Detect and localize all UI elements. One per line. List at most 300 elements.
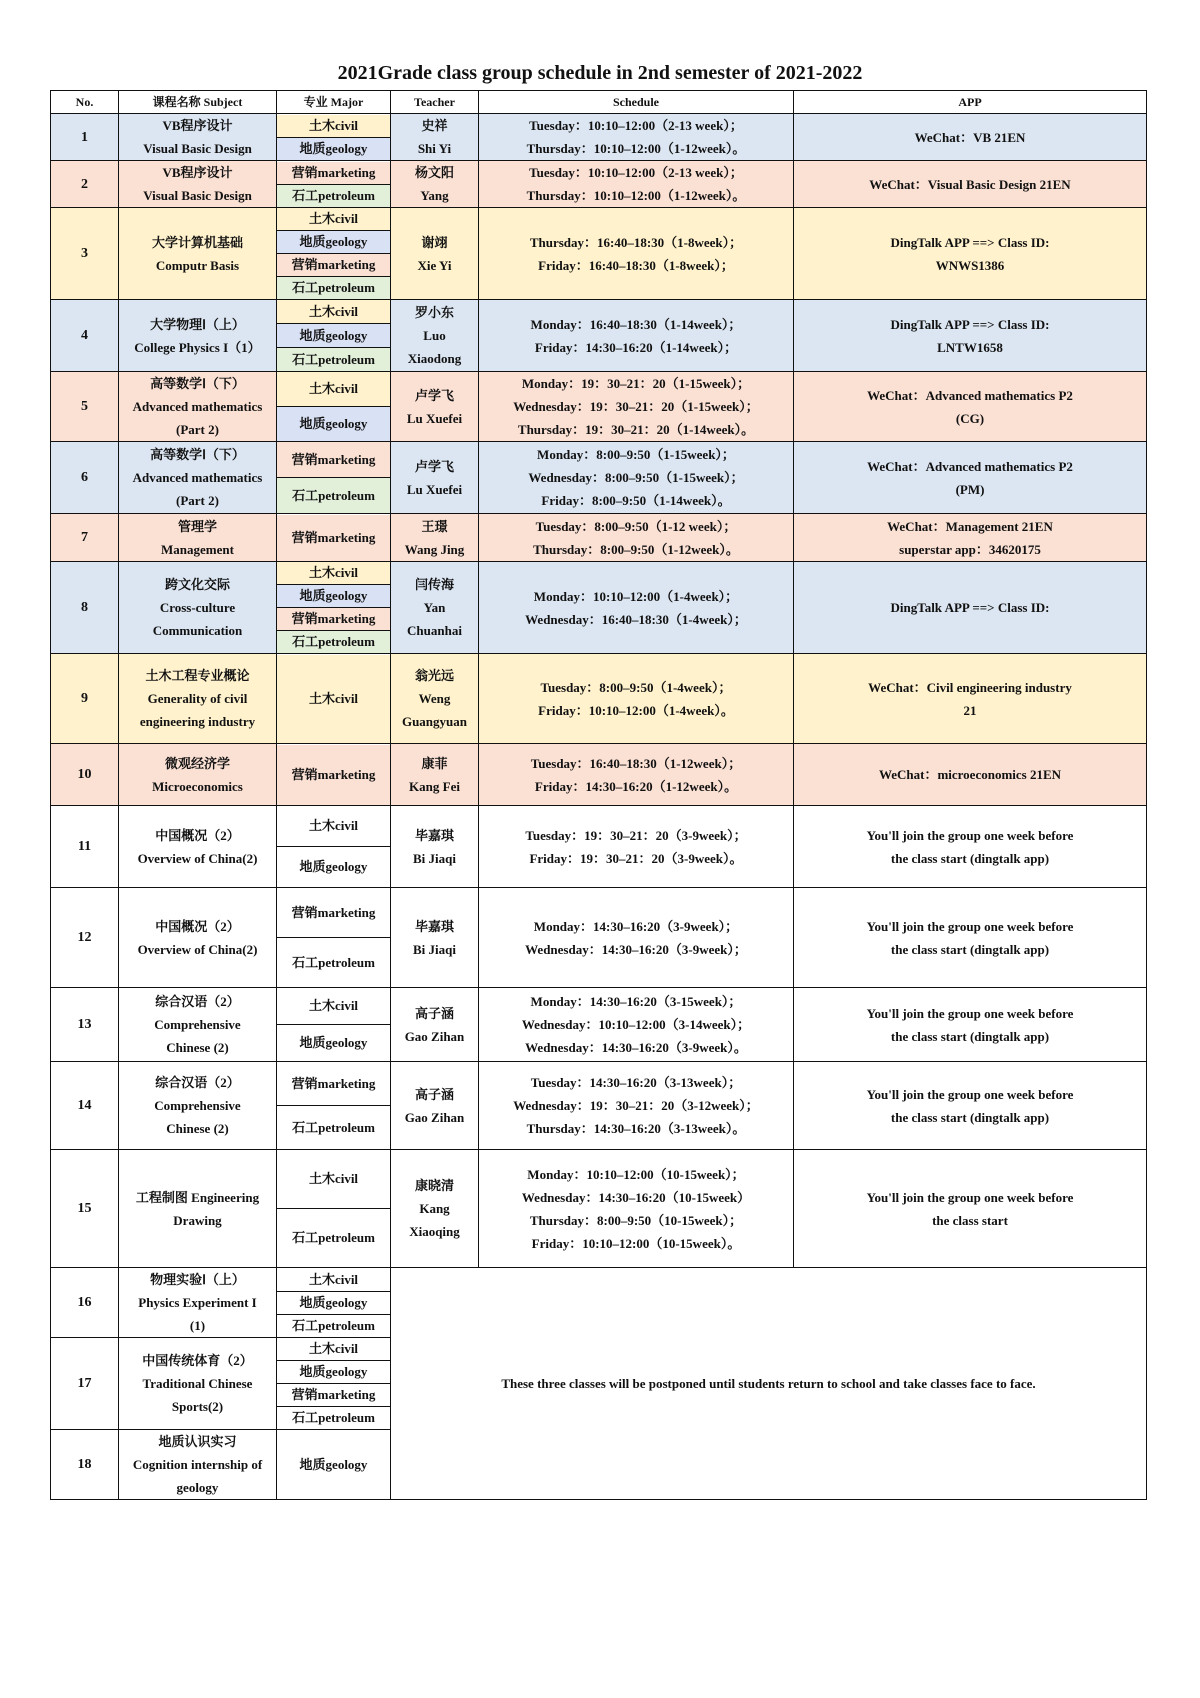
app-line: DingTalk APP ==> Class ID: [890,316,1050,332]
major-tag: 营销marketing [277,515,390,561]
teacher-cell [391,888,479,988]
header-subject: 课程名称 Subject [119,91,277,114]
teacher-cell [391,806,479,888]
app-cell [794,1150,1147,1268]
subject-line: Physics Experiment I [138,1295,257,1310]
subject-line: College Physics I（1） [134,339,261,355]
subject-line: 地质认识实习 [158,1434,237,1449]
schedule-cell [479,161,794,208]
teacher-cell [391,988,479,1062]
teacher-line: Kang Fei [409,778,460,794]
subject-line: geology [176,1480,219,1495]
teacher-line: Weng [418,691,451,706]
row-number: 16 [51,1268,119,1338]
row-number: 12 [51,888,119,988]
app-line: WeChat：Civil engineering industry [868,679,1072,695]
major-tag: 土木civil [277,115,390,138]
subject-line: Cognition internship of [132,1457,263,1472]
app-line: (CG) [955,410,985,426]
major-tag: 石工petroleum [277,1106,390,1149]
app-cell [794,208,1147,300]
app-line: WeChat：Visual Basic Design 21EN [869,176,1071,192]
row-number: 3 [51,208,119,300]
schedule-table [50,90,1147,1500]
major-cell [277,300,391,372]
table-row [51,1062,1147,1150]
major-cell [277,372,391,442]
major-cell [277,161,391,208]
app-line: (PM) [955,481,985,497]
app-line: the class start (dingtalk app) [890,1109,1050,1125]
major-tag: 土木civil [277,208,390,231]
schedule-line: Friday：14:30–16:20（1-14week）； [534,339,738,355]
schedule-line: Wednesday：19：30–21：20（3-12week）； [513,1098,759,1113]
major-tag: 营销marketing [277,608,390,631]
table-row [51,888,1147,988]
table-row [51,300,1147,372]
schedule-line: Thursday：8:00–9:50（1-12week）。 [533,541,739,557]
schedule-line: Wednesday：14:30–16:20（3-9week）。 [525,1040,747,1055]
schedule-cell [479,654,794,744]
schedule-line: Tuesday：8:00–9:50（1-4week）； [540,679,732,695]
schedule-line: Friday：16:40–18:30（1-8week）； [538,257,734,273]
major-tag: 地质geology [277,1431,390,1499]
major-tag: 石工petroleum [277,478,390,513]
teacher-line: Guangyuan [401,714,468,729]
row-number: 8 [51,562,119,654]
row-number: 2 [51,161,119,208]
teacher-line: Bi Jiaqi [413,941,456,957]
teacher-line: Kang [419,1201,450,1216]
schedule-line: Tuesday：14:30–16:20（3-13week）； [530,1075,742,1090]
app-cell [794,654,1147,744]
table-row [51,562,1147,654]
teacher-line: Bi Jiaqi [413,850,456,866]
teacher-line: Yang [420,188,449,203]
teacher-line: Xie Yi [417,257,452,273]
table-row [51,114,1147,161]
teacher-line: 高子涵 [414,1086,454,1102]
schedule-cell [479,300,794,372]
teacher-cell [391,208,479,300]
teacher-line: 谢翊 [421,234,448,250]
subject-line: Visual Basic Design [143,141,252,156]
app-cell [794,300,1147,372]
subject-cell [119,806,277,888]
header-app: APP [794,91,1147,114]
app-line: You'll join the group one week before [866,827,1074,843]
subject-cell [119,1430,277,1500]
row-number: 17 [51,1338,119,1430]
teacher-cell [391,514,479,562]
app-line: You'll join the group one week before [866,1005,1074,1021]
schedule-cell [479,988,794,1062]
teacher-line: Chuanhai [407,623,462,638]
app-line: DingTalk APP ==> Class ID: [890,234,1050,250]
app-line: the class start (dingtalk app) [890,850,1050,866]
major-tag: 营销marketing [277,254,390,277]
teacher-line: 罗小东 [414,305,454,320]
teacher-cell [391,1062,479,1150]
teacher-line: 杨文阳 [414,165,454,180]
app-line: WNWS1386 [935,257,1005,273]
app-line: the class start (dingtalk app) [890,1028,1050,1044]
teacher-line: 毕嘉琪 [414,918,454,934]
subject-cell [119,1062,277,1150]
major-cell [277,744,391,806]
schedule-cell [479,1062,794,1150]
subject-line: Cross-culture [159,600,236,615]
major-cell [277,562,391,654]
subject-cell [119,744,277,806]
major-tag: 营销marketing [277,888,390,938]
subject-line: (Part 2) [176,422,219,437]
subject-line: Visual Basic Design [143,188,252,203]
major-tag: 地质geology [277,1025,390,1061]
major-cell [277,1338,391,1430]
app-cell [794,161,1147,208]
table-row [51,654,1147,744]
major-cell [277,1268,391,1338]
header-teacher: Teacher [391,91,479,114]
app-line: WeChat：VB 21EN [914,129,1026,145]
major-tag: 石工petroleum [277,277,390,299]
teacher-line: Xiaoqing [409,1224,460,1239]
subject-line: Drawing [173,1212,222,1228]
app-cell [794,744,1147,806]
major-cell [277,1150,391,1268]
schedule-line: Thursday：19：30–21：20（1-14week）。 [517,422,755,437]
teacher-line: Xiaodong [407,351,462,366]
subject-cell [119,442,277,514]
schedule-cell [479,114,794,161]
subject-line: Advanced mathematics [132,399,263,414]
subject-line: 综合汉语（2） [155,1075,240,1090]
table-row [51,161,1147,208]
major-tag: 地质geology [277,138,390,160]
schedule-line: Thursday：14:30–16:20（3-13week）。 [526,1121,746,1136]
teacher-line: 卢学飞 [414,458,454,474]
subject-line: 中国概况（2） [155,827,240,843]
header-no: No. [51,91,119,114]
postponed-note: These three classes will be postponed until students return to school and take classes face to face. [391,1268,1147,1500]
subject-cell [119,562,277,654]
subject-cell [119,208,277,300]
major-tag: 土木civil [277,1150,390,1209]
subject-line: Generality of civil [147,691,248,706]
subject-line: Communication [152,623,243,638]
app-line: the class start (dingtalk app) [890,941,1050,957]
subject-cell [119,300,277,372]
app-line: WeChat：Advanced mathematics P2 [867,387,1073,403]
subject-cell [119,1150,277,1268]
major-cell [277,806,391,888]
schedule-line: Monday：16:40–18:30（1-14week）； [530,316,742,332]
schedule-line: Thursday：8:00–9:50（10-15week）； [529,1212,743,1228]
app-line: DingTalk APP ==> Class ID: [890,600,1050,615]
header-major: 专业 Major [277,91,391,114]
major-cell [277,1062,391,1150]
subject-line: 中国传统体育（2） [142,1353,253,1368]
major-tag: 石工petroleum [277,631,390,653]
subject-line: 物理实验Ⅰ（上） [150,1272,245,1287]
app-line: You'll join the group one week before [866,1086,1074,1102]
header-schedule: Schedule [479,91,794,114]
subject-line: 高等数学Ⅰ（下） [150,447,245,462]
row-number: 7 [51,514,119,562]
major-tag: 土木civil [277,300,390,324]
subject-line: VB程序设计 [162,165,233,180]
teacher-line: 卢学飞 [414,387,454,403]
major-cell [277,1430,391,1500]
app-line: You'll join the group one week before [866,1189,1074,1205]
subject-line: Sports(2) [171,1399,224,1414]
app-cell [794,1062,1147,1150]
row-number: 5 [51,372,119,442]
subject-line: 跨文化交际 [164,577,230,592]
schedule-cell [479,442,794,514]
table-row [51,806,1147,888]
app-cell [794,806,1147,888]
app-line: the class start [932,1212,1008,1228]
app-line: superstar app：34620175 [899,541,1041,557]
major-tag: 营销marketing [277,1384,390,1407]
teacher-line: Shi Yi [417,141,452,156]
schedule-cell [479,208,794,300]
schedule-cell [479,806,794,888]
major-tag: 地质geology [277,231,390,254]
schedule-line: Tuesday：8:00–9:50（1-12 week）； [535,518,737,534]
major-tag: 土木civil [277,1338,390,1361]
major-cell [277,988,391,1062]
subject-cell [119,654,277,744]
major-tag: 土木civil [277,1269,390,1292]
subject-line: Overview of China(2) [137,850,258,866]
teacher-cell [391,654,479,744]
row-number: 14 [51,1062,119,1150]
major-cell [277,654,391,744]
major-tag: 石工petroleum [277,1407,390,1429]
teacher-cell [391,372,479,442]
major-cell [277,514,391,562]
schedule-line: Wednesday：14:30–16:20（10-15week） [521,1189,751,1205]
major-tag: 石工petroleum [277,185,390,207]
teacher-cell [391,562,479,654]
major-tag: 营销marketing [277,1062,390,1106]
schedule-line: Friday：10:10–12:00（10-15week）。 [531,1235,741,1251]
header-row [51,91,1147,114]
subject-line: 高等数学Ⅰ（下） [150,376,245,391]
major-tag: 地质geology [277,1292,390,1315]
subject-line: 土木工程专业概论 [145,668,250,683]
major-tag: 地质geology [277,324,390,348]
schedule-line: Tuesday：19：30–21：20（3-9week）； [525,827,747,843]
subject-line: 中国概况（2） [155,918,240,934]
app-cell [794,372,1147,442]
subject-line: Chinese (2) [166,1121,229,1136]
major-tag: 土木civil [277,562,390,585]
subject-cell [119,114,277,161]
row-number: 9 [51,654,119,744]
major-tag: 营销marketing [277,442,390,478]
schedule-line: Tuesday：10:10–12:00（2-13 week）； [529,118,743,133]
major-tag: 土木civil [277,372,390,407]
teacher-cell [391,114,479,161]
app-cell [794,442,1147,514]
schedule-line: Tuesday：10:10–12:00（2-13 week）； [529,165,743,180]
schedule-line: Friday：8:00–9:50（1-14week）。 [541,493,731,508]
teacher-line: Lu Xuefei [406,481,463,497]
teacher-line: Wang Jing [404,541,465,557]
table-row [51,988,1147,1062]
table-row [51,1150,1147,1268]
teacher-line: 高子涵 [414,1005,454,1021]
subject-cell [119,988,277,1062]
schedule-line: Monday：10:10–12:00（1-4week）； [533,588,739,604]
schedule-line: Wednesday：8:00–9:50（1-15week）； [528,470,744,485]
row-number: 4 [51,300,119,372]
subject-cell [119,514,277,562]
teacher-line: 康晓清 [414,1178,454,1193]
major-cell [277,888,391,988]
row-number: 1 [51,114,119,161]
teacher-line: 康菲 [421,755,448,771]
app-cell [794,562,1147,654]
table-row [51,514,1147,562]
subject-line: Advanced mathematics [132,470,263,485]
major-tag: 土木civil [277,806,390,847]
app-line: LNTW1658 [937,339,1003,355]
subject-line: Management [161,541,234,557]
app-line: 21 [963,702,977,718]
subject-line: Microeconomics [152,778,243,794]
subject-line: (Part 2) [176,493,219,508]
schedule-cell [479,744,794,806]
schedule-line: Thursday：10:10–12:00（1-12week）。 [526,141,746,156]
row-number: 18 [51,1430,119,1500]
subject-line: Comprehensive [154,1017,241,1032]
schedule-line: Friday：19：30–21：20（3-9week）。 [529,850,743,866]
subject-line: 大学物理Ⅰ（上） [150,316,245,332]
teacher-line: 史祥 [421,118,448,133]
app-line: WeChat：Advanced mathematics P2 [867,458,1073,474]
schedule-line: Wednesday：19：30–21：20（1-15week）； [513,399,759,414]
schedule-cell [479,562,794,654]
major-tag: 营销marketing [277,162,390,185]
app-cell [794,514,1147,562]
major-tag: 土木civil [277,988,390,1025]
subject-line: 微观经济学 [164,755,230,771]
row-number: 10 [51,744,119,806]
row-number: 11 [51,806,119,888]
page-title: 2021Grade class group schedule in 2nd semester of 2021-2022 [337,62,863,84]
major-cell [277,114,391,161]
schedule-cell [479,888,794,988]
schedule-line: Monday：19：30–21：20（1-15week）； [521,376,751,391]
major-cell [277,442,391,514]
subject-cell [119,1268,277,1338]
app-line: WeChat：Management 21EN [887,518,1053,534]
app-cell [794,888,1147,988]
teacher-cell [391,744,479,806]
schedule-line: Thursday：10:10–12:00（1-12week）。 [526,188,746,203]
subject-line: 工程制图 Engineering [135,1189,260,1205]
teacher-cell [391,161,479,208]
teacher-cell [391,1150,479,1268]
subject-line: 综合汉语（2） [155,994,240,1009]
schedule-cell [479,1150,794,1268]
schedule-line: Monday：14:30–16:20（3-9week）； [533,918,739,934]
subject-cell [119,888,277,988]
major-tag: 地质geology [277,585,390,608]
subject-cell [119,372,277,442]
row-number: 6 [51,442,119,514]
teacher-line: 毕嘉琪 [414,827,454,843]
subject-line: Traditional Chinese [142,1376,253,1391]
schedule-line: Friday：14:30–16:20（1-12week）。 [534,778,738,794]
major-tag: 石工petroleum [277,1315,390,1337]
teacher-line: Gao Zihan [404,1028,465,1044]
schedule-line: Monday：14:30–16:20（3-15week）； [530,994,742,1009]
table-row [51,1268,1147,1338]
teacher-cell [391,442,479,514]
app-cell [794,114,1147,161]
table-row [51,442,1147,514]
schedule-line: Monday：10:10–12:00（10-15week）； [527,1166,745,1182]
teacher-line: Lu Xuefei [406,410,463,426]
table-row [51,372,1147,442]
subject-line: 大学计算机基础 [151,234,243,250]
row-number: 15 [51,1150,119,1268]
major-tag: 土木civil [277,655,390,743]
schedule-line: Monday：8:00–9:50（1-15week）； [537,447,735,462]
schedule-line: Wednesday：16:40–18:30（1-4week）； [525,611,747,627]
teacher-line: 闫传海 [414,577,454,592]
subject-line: 管理学 [177,518,217,534]
schedule-line: Wednesday：14:30–16:20（3-9week）； [525,941,747,957]
app-cell [794,988,1147,1062]
schedule-cell [479,514,794,562]
teacher-line: Yan [423,600,446,615]
subject-line: Chinese (2) [166,1040,229,1055]
subject-cell [119,1338,277,1430]
app-line: WeChat：microeconomics 21EN [878,767,1062,782]
major-tag: 地质geology [277,407,390,441]
teacher-line: 王璟 [421,518,448,534]
app-line: You'll join the group one week before [866,918,1074,934]
subject-line: (1) [189,1318,206,1333]
table-row [51,208,1147,300]
schedule-line: Wednesday：10:10–12:00（3-14week）； [521,1017,751,1032]
major-tag: 石工petroleum [277,1209,390,1267]
teacher-line: 翁光远 [414,668,454,683]
row-number: 13 [51,988,119,1062]
subject-line: Computr Basis [155,257,240,273]
major-tag: 石工petroleum [277,938,390,987]
major-cell [277,208,391,300]
schedule-line: Friday：10:10–12:00（1-4week）。 [538,702,734,718]
schedule-cell [479,372,794,442]
subject-line: Overview of China(2) [137,941,258,957]
subject-line: engineering industry [139,714,256,729]
subject-line: Comprehensive [154,1098,241,1113]
schedule-line: Tuesday：16:40–18:30（1-12week）； [530,755,742,771]
teacher-line: Gao Zihan [404,1109,465,1125]
major-tag: 营销marketing [277,745,390,805]
subject-line: VB程序设计 [162,118,233,133]
teacher-cell [391,300,479,372]
major-tag: 地质geology [277,847,390,887]
